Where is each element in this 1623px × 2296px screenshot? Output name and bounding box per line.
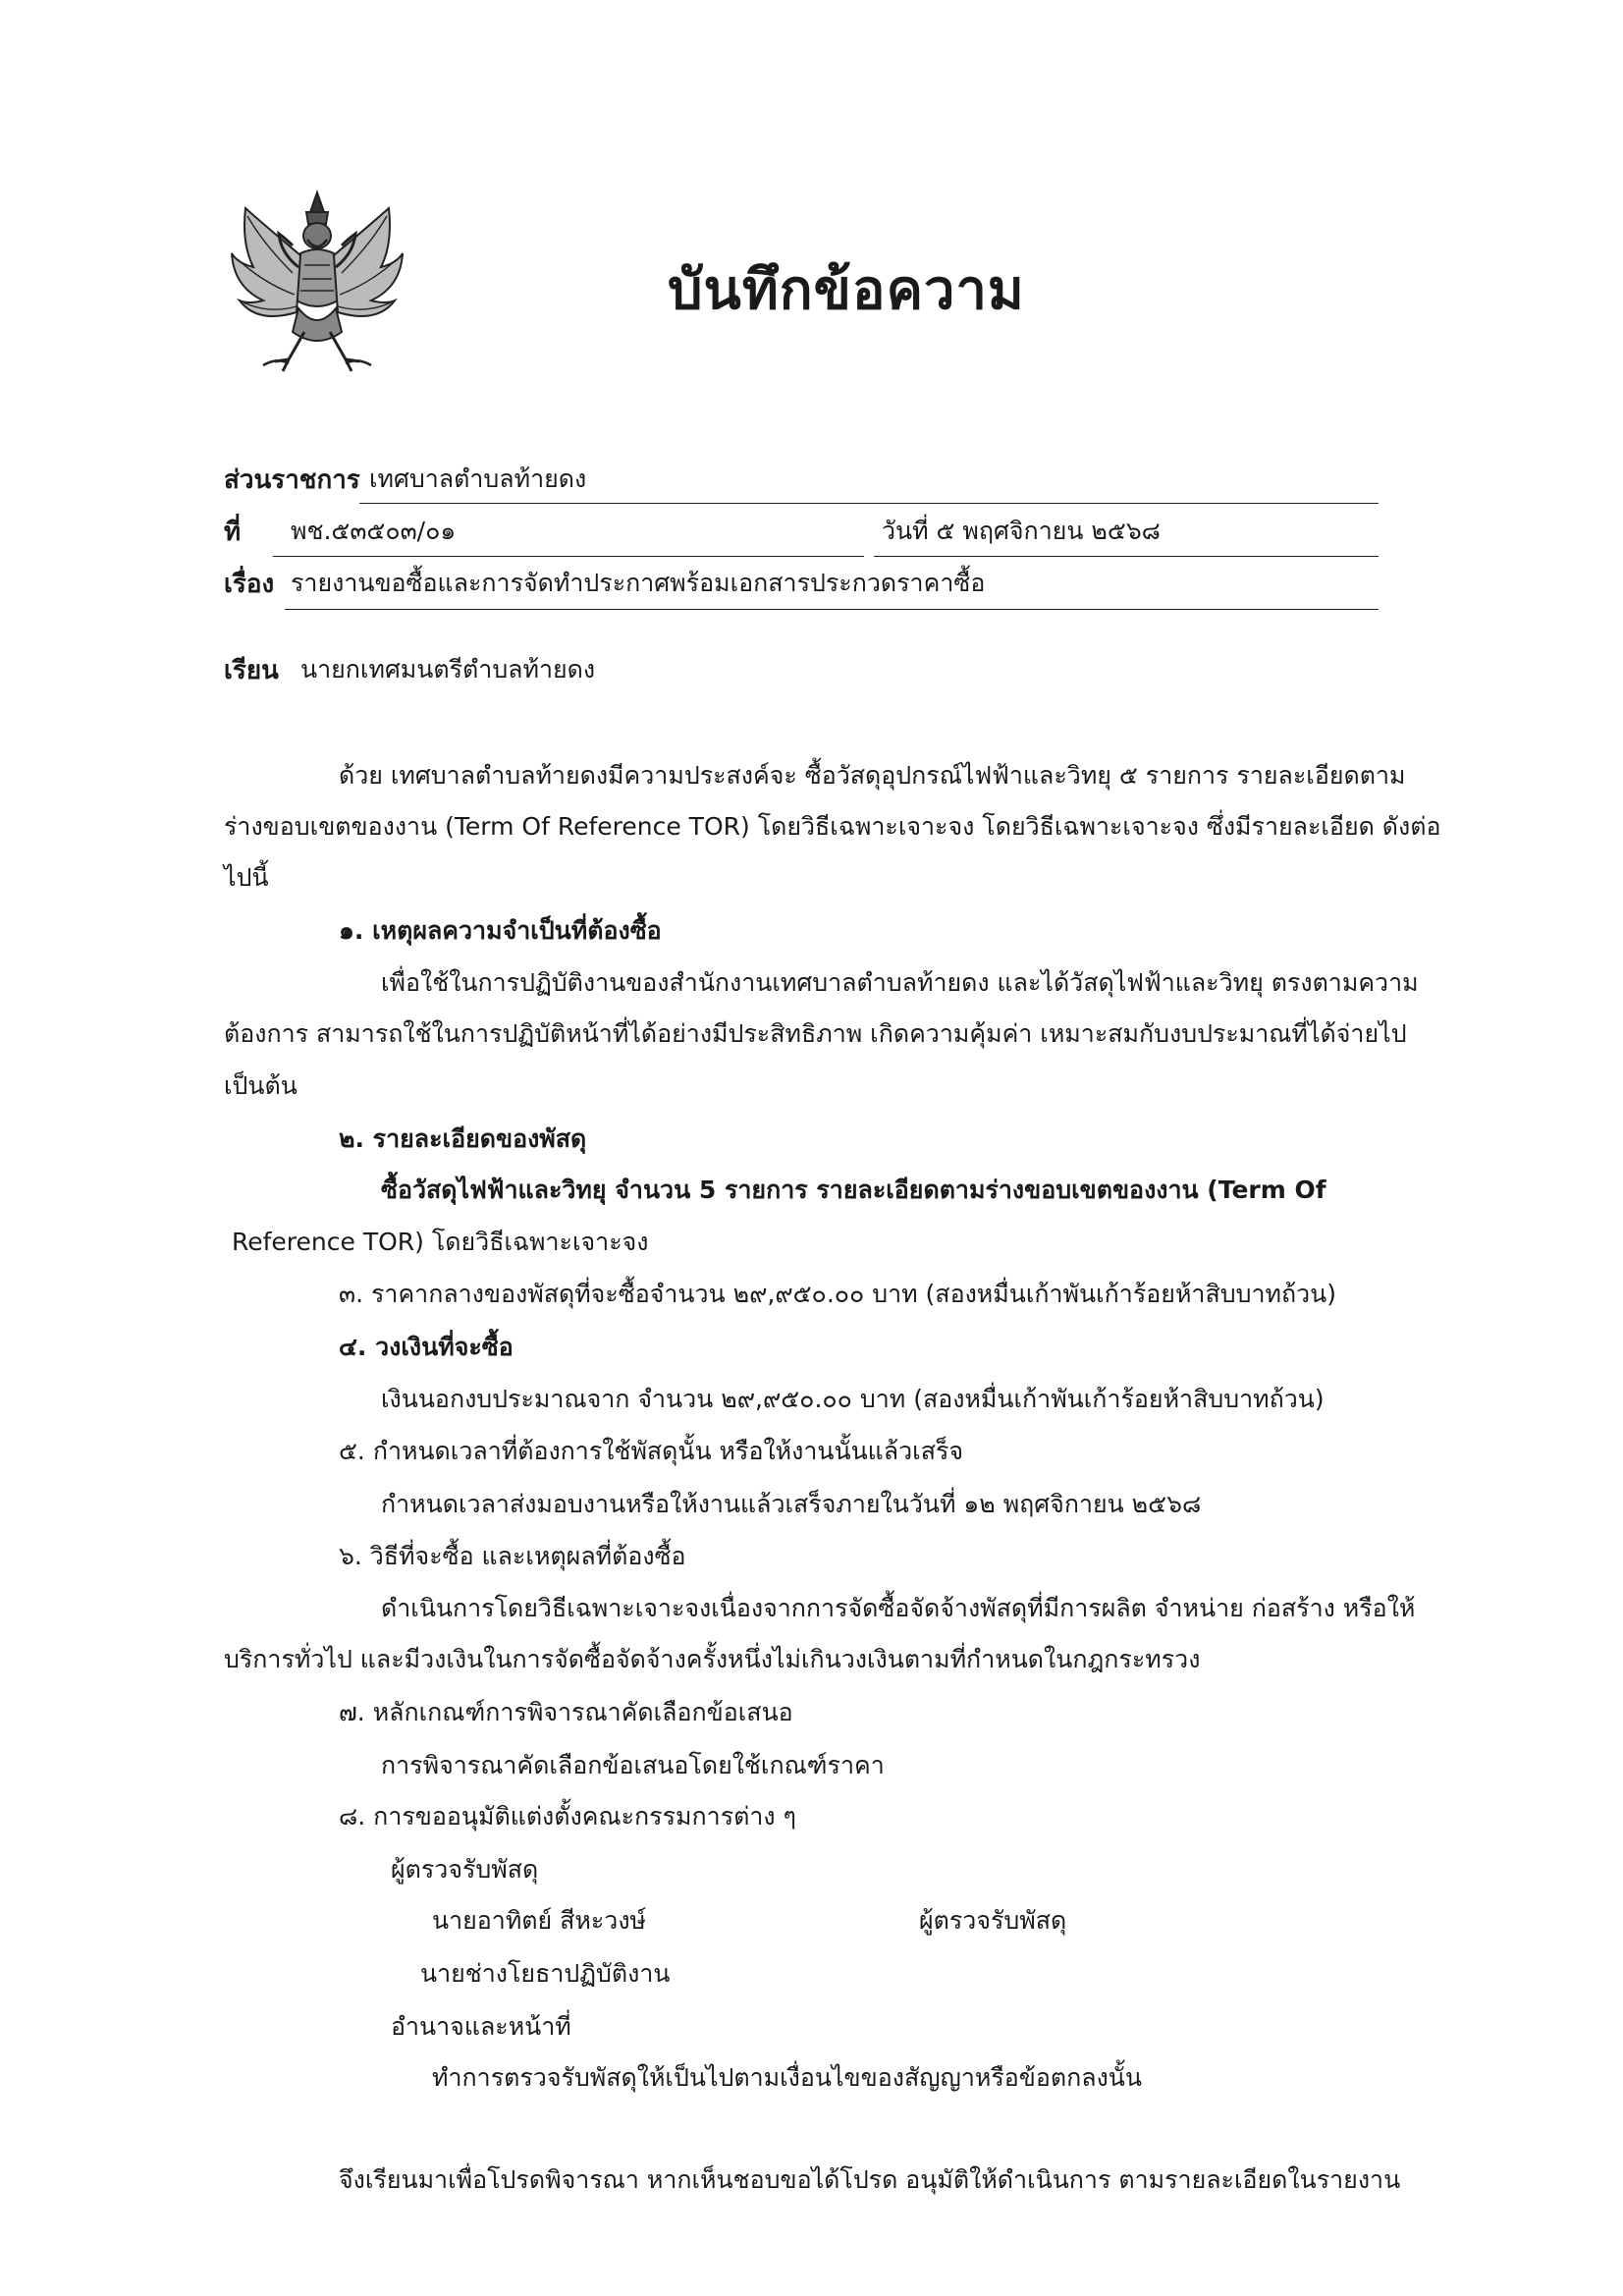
committee-member-name: นายอาทิตย์ สีหะวงษ์ xyxy=(432,1906,647,1935)
intro-line-3: ไปนี้ xyxy=(224,863,269,892)
reference-label: ที่ xyxy=(224,518,242,547)
committee-member-role: ผู้ตรวจรับพัสดุ xyxy=(919,1906,1067,1935)
to-value: นายกเทศมนตรีตำบลท้ายดง xyxy=(300,655,596,683)
department-value: เทศบาลตำบลท้ายดง xyxy=(369,465,587,493)
subject-underline xyxy=(285,609,1379,610)
to-label: เรียน xyxy=(224,656,279,685)
intro-line-2: ร่างขอบเขตของงาน (Term Of Reference TOR) โดยวิธีเฉพาะเจาะจง โดยวิธีเฉพาะเจาะจง ซึ่งมีรายละเอียด ดังต่อ xyxy=(224,812,1441,841)
memo-title: บันทึกข้อความ xyxy=(668,258,1025,322)
date-underline xyxy=(874,556,1379,557)
duty-text: ทำการตรวจรับพัสดุให้เป็นไปตามเงื่อนไขของสัญญาหรือข้อตกลงนั้น xyxy=(432,2063,1142,2092)
intro-line-1: ด้วย เทศบาลตำบลท้ายดงมีความประสงค์จะ ซื้อวัสดุอุปกรณ์ไฟฟ้าและวิทยุ ๕ รายการ รายละเอียดตาม xyxy=(339,761,1406,790)
closing-line: จึงเรียนมาเพื่อโปรดพิจารณา หากเห็นชอบขอได้โปรด อนุมัติให้ดำเนินการ ตามรายละเอียดในรายงาน xyxy=(339,2165,1401,2194)
section-4-heading: ๔. วงเงินที่จะซื้อ xyxy=(339,1333,514,1361)
section-5-line-1: กำหนดเวลาส่งมอบงานหรือให้งานแล้วเสร็จภายในวันที่ ๑๒ พฤศจิกายน ๒๕๖๘ xyxy=(381,1490,1202,1518)
section-8-subheading: ผู้ตรวจรับพัสดุ xyxy=(391,1855,539,1884)
section-5-heading: ๕. กำหนดเวลาที่ต้องการใช้พัสดุนั้น หรือให้งานนั้นแล้วเสร็จ xyxy=(339,1437,964,1465)
section-2-heading: ๒. รายละเอียดของพัสดุ xyxy=(339,1124,587,1153)
committee-member-position: นายช่างโยธาปฏิบัติงาน xyxy=(420,1959,671,1988)
section-7-line-1: การพิจารณาคัดเลือกข้อเสนอโดยใช้เกณฑ์ราคา xyxy=(381,1751,885,1779)
section-6-line-2: บริการทั่วไป และมีวงเงินในการจัดซื้อจัดจ้างครั้งหนึ่งไม่เกินวงเงินตามที่กำหนดในกฎกระทรวง xyxy=(224,1645,1201,1673)
section-1-line-3: เป็นต้น xyxy=(224,1071,298,1100)
section-3-heading: ๓. ราคากลางของพัสดุที่จะซื้อจำนวน ๒๙,๙๕๐.๐๐ บาท (สองหมื่นเก้าพันเก้าร้อยห้าสิบบาทถ้วน) xyxy=(339,1280,1336,1308)
garuda-emblem xyxy=(224,185,410,381)
section-6-line-1: ดำเนินการโดยวิธีเฉพาะเจาะจงเนื่องจากการจัดซื้อจัดจ้างพัสดุที่มีการผลิต จำหน่าย ก่อสร้าง หรือให้ xyxy=(381,1594,1416,1622)
reference-underline xyxy=(273,556,864,557)
section-2-line-1: ซื้อวัสดุไฟฟ้าและวิทยุ จำนวน 5 รายการ รายละเอียดตามร่างขอบเขตของงาน (Term Of xyxy=(381,1175,1326,1204)
section-6-heading: ๖. วิธีที่จะซื้อ และเหตุผลที่ต้องซื้อ xyxy=(339,1542,686,1570)
department-underline xyxy=(359,503,1379,504)
department-label: ส่วนราชการ xyxy=(224,465,360,495)
section-4-line-1: เงินนอกงบประมาณจาก จำนวน ๒๙,๙๕๐.๐๐ บาท (สองหมื่นเก้าพันเก้าร้อยห้าสิบบาทถ้วน) xyxy=(381,1385,1325,1413)
memo-date: วันที่ ๕ พฤศจิกายน ๒๕๖๘ xyxy=(882,517,1161,545)
section-1-line-1: เพื่อใช้ในการปฏิบัติงานของสำนักงานเทศบาลตำบลท้ายดง และได้วัสดุไฟฟ้าและวิทยุ ตรงตามความ xyxy=(381,968,1419,997)
section-7-heading: ๗. หลักเกณฑ์การพิจารณาคัดเลือกข้อเสนอ xyxy=(339,1698,793,1726)
section-1-heading: ๑. เหตุผลความจำเป็นที่ต้องซื้อ xyxy=(339,916,662,945)
section-2-line-2: Reference TOR) โดยวิธีเฉพาะเจาะจง xyxy=(232,1228,649,1256)
subject-value: รายงานขอซื้อและการจัดทำประกาศพร้อมเอกสารประกวดราคาซื้อ xyxy=(291,569,986,597)
subject-label: เรื่อง xyxy=(224,570,275,599)
reference-number: พช.๕๓๕๐๓/๐๑ xyxy=(291,517,457,545)
section-1-line-2: ต้องการ สามารถใช้ในการปฏิบัติหน้าที่ได้อย่างมีประสิทธิภาพ เกิดความคุ้มค่า เหมาะสมกับงบประมาณที่ได้จ่ายไป xyxy=(224,1019,1407,1048)
section-8-heading: ๘. การขออนุมัติแต่งตั้งคณะกรรมการต่าง ๆ xyxy=(339,1802,796,1831)
duty-heading: อำนาจและหน้าที่ xyxy=(391,2012,571,2041)
